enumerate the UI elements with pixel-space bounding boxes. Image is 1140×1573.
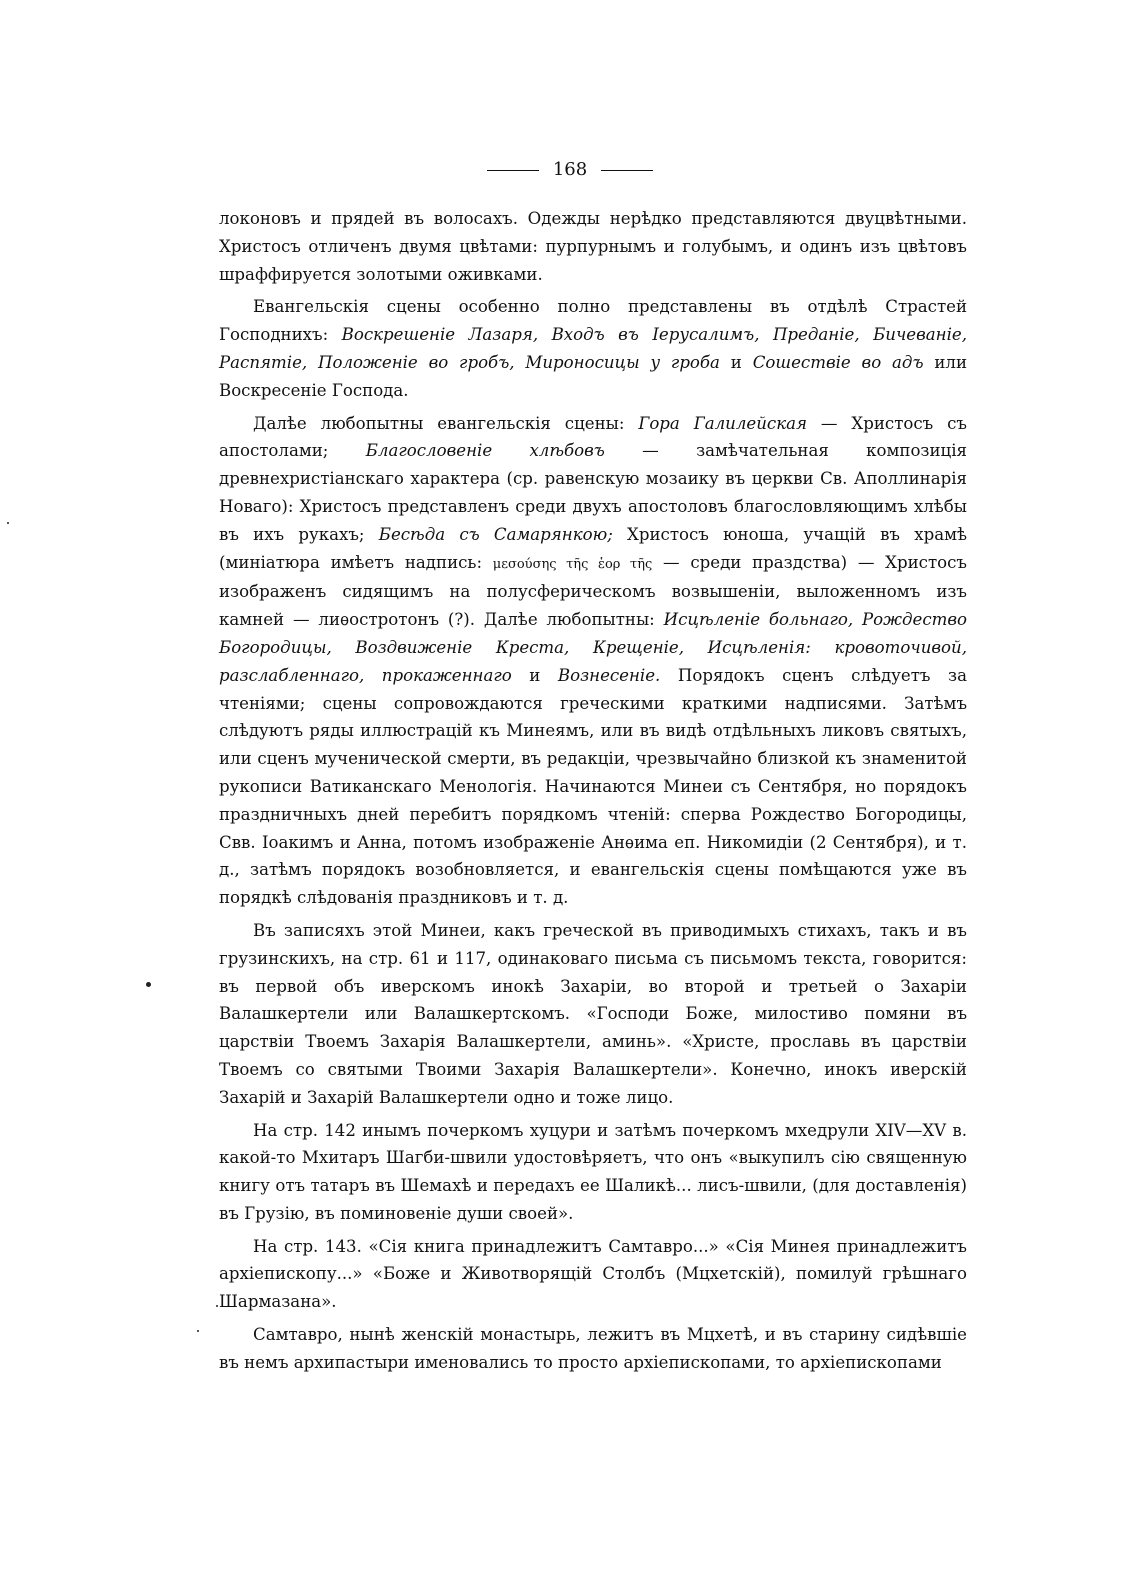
text-run: Далѣе любопытны евангельскія сцены: [253,413,639,433]
text-run: и [719,352,753,372]
italic-title: Гора Галилейская [638,413,808,433]
scan-speck [216,1305,218,1307]
text-run: или Воскресеніе Господа. [219,352,968,400]
scan-speck [197,1330,199,1332]
text-run: На стр. 143. «Сія книга принадлежитъ Самтавро...» «Сія Минея принадлежитъ архіепископу...» «Боже и Животворящій Столбъ (Мцхетскій), помилуй грѣшнаго Шармазана». [219,1236,967,1312]
text-run: и [511,665,558,685]
paragraph [219,205,967,288]
text-run: локоновъ и прядей въ волосахъ. Одежды нерѣдко представляются двуцвѣтными. Христосъ отличенъ двумя цвѣтами: пурпурнымъ и голубымъ, и одинъ изъ цвѣтовъ шраффируется золотыми оживками. [219,209,967,284]
italic-title: Сошествіе во адъ [752,352,924,372]
text-run: — среди праздства) — Христосъ изображенъ сидящимъ на полусферическомъ возвышеніи, выложенномъ изъ камней — лиѳостротонъ (?). Далѣе любопытны: [219,552,967,630]
italic-title: Исцѣленіе больнаго, Рождество Богородицы, Воздвиженіе Креста, Крещеніе, Исцѣленія: кровоточивой, разслабленнаго, прокаженнаго [219,610,968,685]
text-run: На стр. 142 инымъ почеркомъ хуцури и затѣмъ почеркомъ мхедрули XIV—XV в. какой-то Мхитаръ Шагби-швили удостовѣряетъ, что онъ «выкупилъ сію священную книгу отъ татаръ въ Шемахѣ и передахъ ее Шаликѣ... лисъ-швили, (для доставленія) въ Грузію, въ поминовеніе души своей». [219,1120,967,1223]
header-rule-right [601,170,653,171]
text-run: Самтавро, нынѣ женскій монастырь, лежитъ въ Мцхетѣ, и въ старину сидѣвшіе въ немъ архипастыри именовались то просто архіепископами, то архіепископами [219,1325,967,1372]
text-run: — Христосъ съ апостолами; [219,413,967,461]
text-run: Христосъ юноша, учащій въ храмѣ (миніатюра имѣетъ надпись: [219,524,967,572]
paragraph [219,1117,967,1228]
paragraph [219,1233,967,1316]
greek-inscription: μεσούσης τῆς ἑορ τῆς [492,556,653,572]
text-run: Въ записяхъ этой Минеи, какъ греческой въ приводимыхъ стихахъ, такъ и въ грузинскихъ, на стр. 61 и 117, одинаковаго письма съ письмомъ текста, говорится: въ первой объ иверскомъ инокѣ Захаріи, во второй и третьей о Захаріи Валашкертели или Валашкертскомъ. «Господи Боже, милостиво помяни въ царствіи Твоемъ Захарія Валашкертели, аминь». «Христе, прославь въ царствіи Твоемъ со святыми Твоими Захарія Валашкертели». Конечно, инокъ иверскій Захарій и Захарій Валашкертели одно и тоже лицо. [219,920,967,1107]
paragraph [219,917,967,1112]
italic-title: Бесѣда съ Самарянкою; [378,524,613,544]
page-header [0,158,1140,182]
text-run: — замѣчательная композиція древнехристіанскаго характера (ср. равенскую мозаику въ церкви Св. Аполлинарія Новаго): Христосъ представленъ среди двухъ апостоловъ благословляющимъ хлѣбы въ ихъ рукахъ; [219,441,967,544]
page-number: 168 [552,159,588,180]
paragraph [219,1321,967,1377]
header-rule-left [487,170,539,171]
paragraph [219,293,967,404]
scan-speck [7,522,9,524]
paragraph [219,410,967,912]
text-run: Евангельскія сцены особенно полно представлены въ отдѣлѣ Страстей Господнихъ: [219,297,967,345]
body-text [219,205,967,1382]
italic-title: Воскрешеніе Лазаря, Входъ въ Іерусалимъ, Преданіе, Бичеваніе, Распятіе, Положеніе во гробъ, Мироносицы у гроба [219,325,967,372]
italic-title: Вознесеніе. [557,665,661,685]
text-run: Порядокъ сценъ слѣдуетъ за чтеніями; сцены сопровождаются греческими краткими надписями. Затѣмъ слѣдуютъ ряды иллюстрацій къ Минеямъ, или въ видѣ отдѣльныхъ ликовъ святыхъ, или сценъ мученической смерти, въ редакціи, чрезвычайно близкой къ знаменитой рукописи Ватиканскаго Менологія. Начинаются Минеи съ Сентября, но порядокъ праздничныхъ дней перебитъ порядкомъ чтеній: сперва Рождество Богородицы, Свв. Іоакимъ и Анна, потомъ изображеніе Анѳима еп. Никомидіи (2 Сентября), и т. д., затѣмъ порядокъ возобновляется, и евангельскія сцены помѣщаются уже въ порядкѣ слѣдованія праздниковъ и т. д. [219,665,967,908]
scan-speck [146,982,151,987]
italic-title: Благословеніе хлѣбовъ [365,441,605,461]
